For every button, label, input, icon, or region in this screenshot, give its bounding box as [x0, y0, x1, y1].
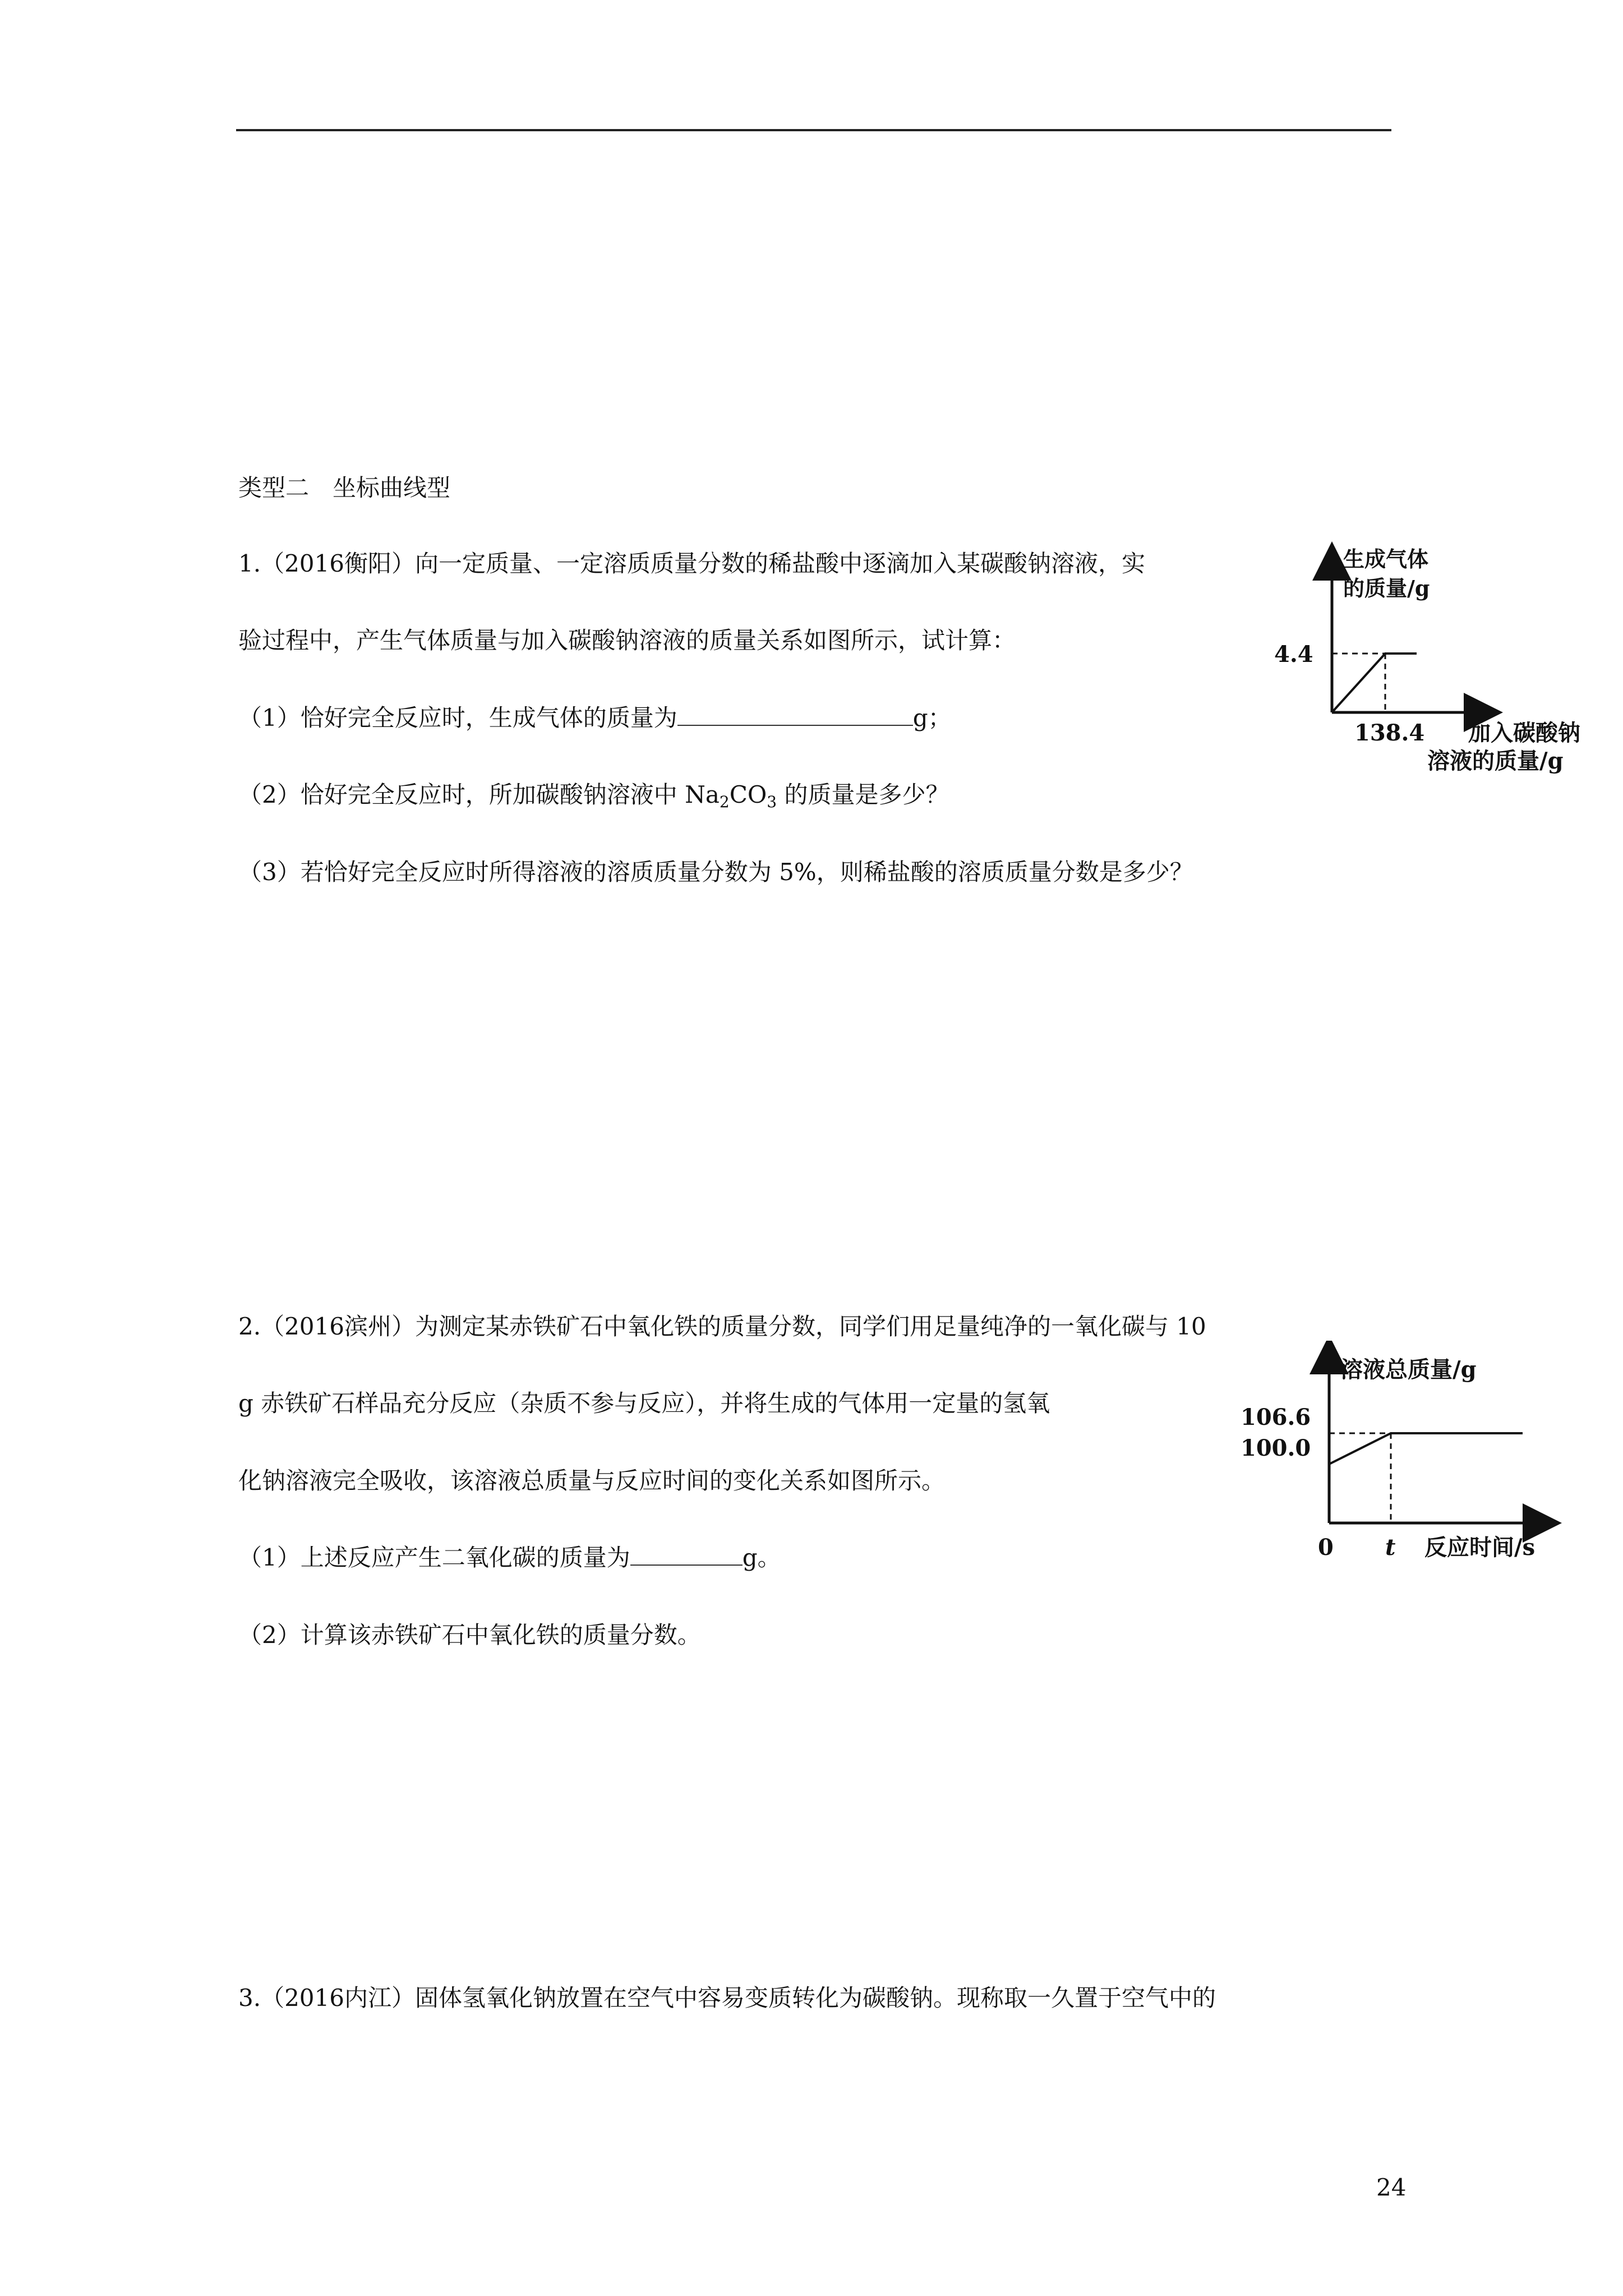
q1-line1: 1.（2016衡阳）向一定质量、一定溶质质量分数的稀盐酸中逐滴加入某碳酸钠溶液，实: [238, 550, 1145, 577]
q2-sub2: （2）计算该赤铁矿石中氧化铁的质量分数。: [238, 1621, 701, 1649]
x-axis-label-line1: 加入碳酸钠: [1468, 720, 1580, 746]
q2-line3: 化钠溶液完全吸收，该溶液总质量与反应时间的变化关系如图所示。: [238, 1467, 946, 1494]
q1-line2: 验过程中，产生气体质量与加入碳酸钠溶液的质量关系如图所示，试计算：: [238, 627, 1016, 654]
y-tick-label-top: 106.6: [1241, 1404, 1311, 1430]
q3-line1: 3.（2016内江）固体氢氧化钠放置在空气中容易变质转化为碳酸钠。现称取一久置于空气中的: [238, 1984, 1216, 2012]
x-tick-label-t: t: [1385, 1534, 1396, 1561]
q1-sub1: [238, 701, 952, 735]
subscript: 2: [719, 793, 730, 811]
q2-sub1-unit: g。: [742, 1544, 781, 1571]
x-tick-label-origin: 0: [1318, 1534, 1334, 1561]
q2-sub1-text: （1）上述反应产生二氧化碳的质量为: [238, 1544, 630, 1571]
y-axis-label-line2: 的质量/g: [1343, 576, 1430, 601]
header-rule: [236, 129, 1391, 131]
formula-part: CO: [729, 781, 767, 808]
chart-gas-mass: [1267, 539, 1615, 797]
y-tick-label: 4.4: [1274, 641, 1313, 668]
q1-answer-blank[interactable]: [677, 702, 913, 726]
q1-sub2-text: （2）恰好完全反应时，所加碳酸钠溶液中 Na: [238, 781, 720, 808]
q1-sub2: [238, 778, 949, 812]
q1-sub1-unit: g；: [912, 704, 952, 731]
section-title: 类型二 坐标曲线型: [238, 474, 451, 501]
y-axis-label: 溶液总质量/g: [1340, 1356, 1477, 1383]
series-line: [1332, 654, 1417, 712]
page-number: 24: [1376, 2174, 1407, 2201]
x-axis-label: 反应时间/s: [1424, 1534, 1536, 1561]
q1-sub1-text: （1）恰好完全反应时，生成气体的质量为: [238, 704, 677, 731]
x-axis-label-line2: 溶液的质量/g: [1427, 748, 1564, 774]
q1-sub2-tail: 的质量是多少？: [777, 781, 949, 808]
chart-solution-mass: [1239, 1341, 1621, 1576]
q2-line1: 2.（2016滨州）为测定某赤铁矿石中氧化铁的质量分数，同学们用足量纯净的一氧化碳与 10: [238, 1313, 1206, 1340]
q2-sub1: [238, 1541, 781, 1575]
series-line: [1329, 1433, 1523, 1464]
subscript: 3: [767, 793, 777, 811]
q2-answer-blank[interactable]: [630, 1542, 743, 1566]
q1-sub3: （3）若恰好完全反应时所得溶液的溶质质量分数为 5%，则稀盐酸的溶质质量分数是多少？: [238, 858, 1193, 886]
x-tick-label: 138.4: [1354, 720, 1425, 746]
q2-line2: g 赤铁矿石样品充分反应（杂质不参与反应），并将生成的气体用一定量的氢氧: [238, 1389, 1050, 1417]
y-axis-label-line1: 生成气体: [1343, 546, 1429, 572]
y-tick-label-bottom: 100.0: [1241, 1435, 1311, 1461]
